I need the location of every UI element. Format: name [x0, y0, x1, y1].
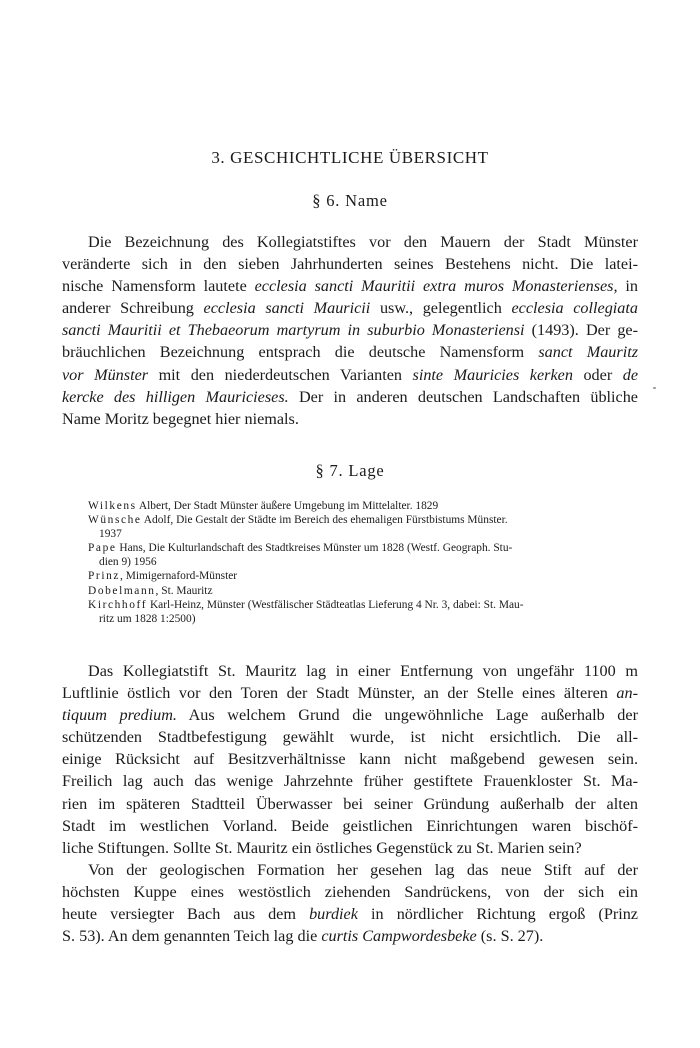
text-line: sancti Mauritii et Thebaeorum martyrum in suburbio Monasteriensi (1493). Der ge-	[62, 321, 638, 340]
bibliography-entry: Wilkens Albert, Der Stadt Münster äußere Umgebung im Mittelalter. 1829	[88, 500, 439, 512]
text-line: tiquum predium. Aus welchem Grund die ungewöhnliche Lage außerhalb der	[62, 706, 638, 725]
italic-text: kercke des hilligen Mauricieses.	[62, 387, 289, 406]
text-line: Stadt im westlichen Vorland. Beide geistlichen Einrichtungen waren bischöf-	[62, 816, 638, 835]
bibliography-author: Pape	[88, 542, 117, 555]
text-line: höchsten Kuppe eines westöstlich ziehenden Sandrückens, von der sich ein	[62, 882, 638, 901]
text-line: veränderte sich in den sieben Jahrhunderten seines Bestehens nicht. Die latei-	[62, 255, 638, 274]
italic-text: curtis Campwordesbeke	[321, 927, 477, 946]
section-6-paragraph	[62, 231, 638, 430]
bibliography-entry: Prinz, Mimigernaford-Münster	[88, 570, 238, 583]
text-line: Name Moritz begegnet hier niemals.	[62, 409, 299, 428]
italic-text: sanct Mauritz	[538, 343, 638, 362]
italic-text: ecclesia collegiata	[511, 299, 638, 318]
text-line: Von der geologischen Formation her gesehen lag das neue Stift auf der	[88, 860, 638, 879]
text-line: schützenden Stadtbefestigung gewählt wurde, ist nicht ersichtlich. Die all-	[62, 728, 638, 747]
text-line: bräuchlichen Bezeichnung entsprach die deutsche Namensform sanct Mauritz	[62, 343, 638, 362]
chapter-title: 3. GESCHICHTLICHE ÜBERSICHT	[211, 148, 489, 167]
bibliography-list	[88, 499, 608, 626]
italic-text: sancti Mauritii et Thebaeorum martyrum in suburbio Monasteriensi	[62, 321, 525, 340]
italic-text: ecclesia sancti Mauritii extra muros Monasterienses,	[254, 277, 618, 296]
section-7-heading: § 7. Lage	[315, 461, 385, 480]
bibliography-entry: Kirchhoff Karl-Heinz, Münster (Westfälischer Städteatlas Lieferung 4 Nr. 3, dabei: St. Mau- ritz um 1828 1:2500)	[88, 598, 524, 625]
text-line: nische Namensform lautete ecclesia sancti Mauritii extra muros Monasterienses, in	[62, 277, 638, 296]
text-line: heute versiegter Bach aus dem burdiek in nördlicher Richtung ergoß (Prinz	[62, 905, 638, 924]
text-line: S. 53). An dem genannten Teich lag die curtis Campwordesbeke (s. S. 27).	[62, 927, 544, 946]
bibliography-entry: Wünsche Adolf, Die Gestalt der Städte im Bereich des ehemaligen Fürstbistums Münster. 1937	[88, 514, 508, 541]
bibliography-entry: Pape Hans, Die Kulturlandschaft des Stadtkreises Münster um 1828 (Westf. Geograph. Stu- dien 9) 1956	[88, 542, 513, 569]
italic-text: vor Münster	[62, 365, 149, 384]
text-line: kercke des hilligen Mauricieses. Der in anderen deutschen Landschaften übliche	[62, 387, 638, 406]
italic-text: burdiek	[309, 905, 358, 924]
section-7-paragraphs	[62, 660, 638, 947]
text-line: Das Kollegiatstift St. Mauritz lag in einer Entfernung von ungefähr 1100 m	[88, 662, 638, 680]
italic-text: de	[622, 365, 639, 384]
bibliography-author: Wilkens	[88, 500, 137, 512]
text-line: anderer Schreibung ecclesia sancti Mauricii usw., gelegentlich ecclesia collegiata	[62, 299, 638, 318]
bibliography-entry: Dobelmann, St. Mauritz	[88, 584, 213, 597]
bibliography-author: Dobelmann	[88, 584, 156, 597]
italic-text: ecclesia sancti Mauricii	[203, 299, 371, 318]
text-line: liche Stiftungen. Sollte St. Mauritz ein östliches Gegenstück zu St. Marien sein?	[62, 838, 582, 857]
section-6-heading: § 6. Name	[312, 191, 388, 210]
text-line: rien im späteren Stadtteil Überwasser bei seiner Gründung außerhalb der alten	[62, 794, 638, 813]
text-line: Die Bezeichnung des Kollegiatstiftes vor den Mauern der Stadt Münster	[88, 233, 638, 251]
italic-text: an-	[616, 684, 638, 703]
italic-text: sinte Mauricies kerken	[412, 365, 573, 384]
bibliography-author: Kirchhoff	[88, 598, 148, 611]
text-line: einige Rücksicht auf Besitzverhältnisse kann nicht maßgebend gewesen sein.	[62, 750, 638, 769]
margin-mark	[653, 387, 656, 389]
text-line: Freilich lag auch das wenige Jahrzehnte früher gestiftete Frauenkloster St. Ma-	[62, 772, 638, 791]
text-line: Luftlinie östlich vor den Toren der Stadt Münster, an der Stelle eines älteren an-	[62, 684, 638, 703]
bibliography-author: Prinz	[88, 570, 121, 583]
italic-text: tiquum predium.	[62, 706, 177, 725]
text-line: vor Münster mit den niederdeutschen Varianten sinte Mauricies kerken oder de	[62, 365, 639, 384]
bibliography-author: Wünsche	[88, 514, 142, 527]
